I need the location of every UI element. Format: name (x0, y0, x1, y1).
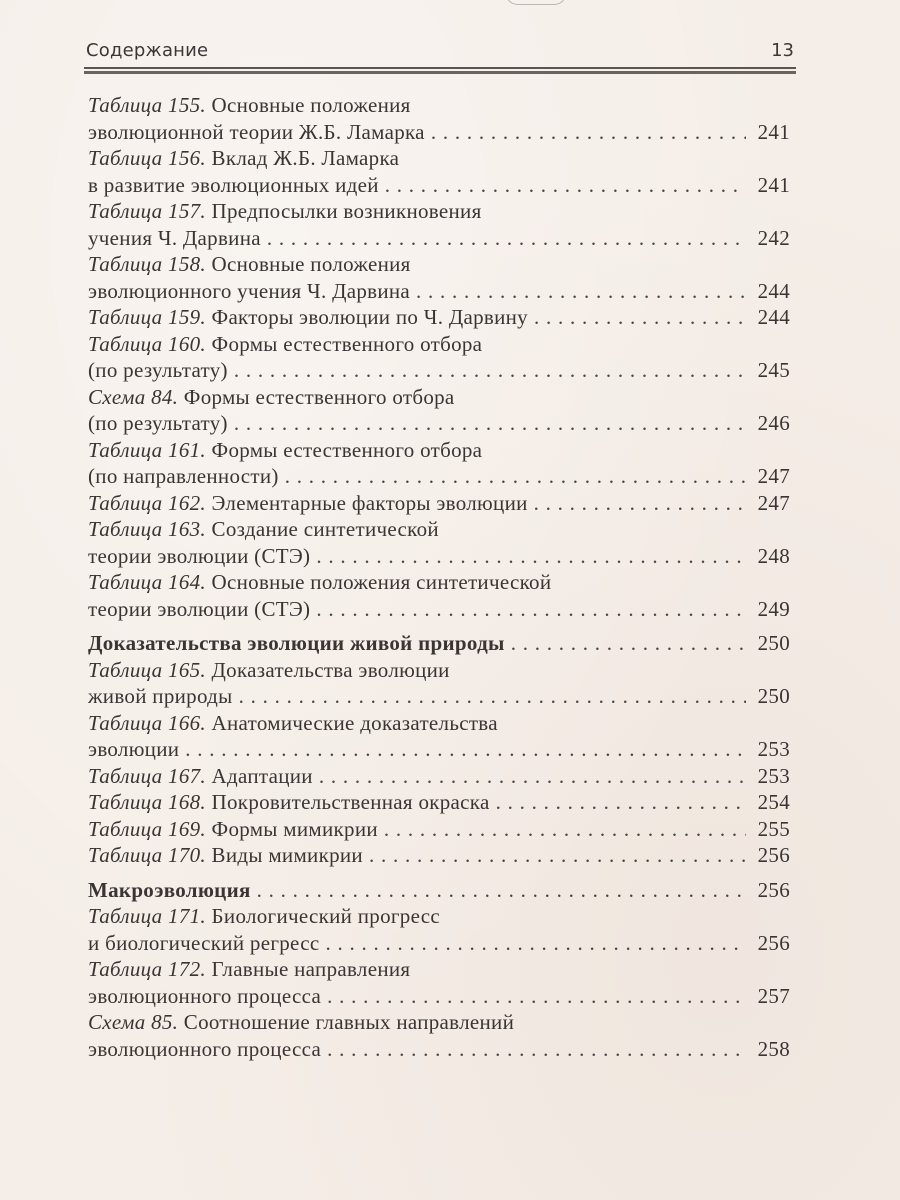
toc-entry-label: Таблица 155. (88, 93, 206, 117)
toc-entry-line (88, 92, 790, 119)
toc-entry-title: Формы естественного отбора (211, 331, 483, 356)
toc-entry[interactable] (88, 710, 790, 763)
toc-entry-text (88, 658, 450, 682)
toc-entry-title: (по результату) (88, 411, 228, 435)
toc-entry-label: Таблица 157. (88, 199, 206, 223)
toc-entry-line (88, 278, 790, 305)
header-rule-thin (84, 67, 796, 69)
toc-entry-text (88, 1010, 514, 1034)
dot-leader (416, 278, 746, 305)
toc-entry-text (88, 711, 498, 735)
toc-entry-label: Таблица 158. (88, 252, 206, 276)
dot-leader (267, 225, 746, 252)
dot-leader (319, 763, 746, 790)
toc-entry-line (88, 251, 790, 278)
toc-entry[interactable] (88, 304, 790, 331)
dot-leader (496, 789, 746, 816)
toc-entry-title: и биологический регресс (88, 930, 320, 955)
toc-entry-label: Схема 85. (88, 1010, 179, 1034)
toc-entry-title: Макроэволюция (88, 877, 251, 902)
toc-entry-title: теории эволюции (СТЭ) (88, 543, 311, 568)
toc-page-number[interactable]: 245 (757, 358, 790, 382)
toc-page-number[interactable]: 253 (757, 737, 790, 761)
toc-entry-line (88, 516, 790, 543)
dot-leader (384, 816, 746, 843)
toc-page-number[interactable]: 241 (757, 172, 790, 197)
toc-entry-line (88, 119, 790, 146)
toc-page-number[interactable]: 250 (757, 684, 790, 708)
toc-entry-title: Формы мимикрии (211, 816, 378, 841)
header-rule-thick (84, 71, 796, 74)
toc-entry[interactable] (88, 437, 790, 490)
toc-entry-title: Вклад Ж.Б. Ламарка (211, 146, 400, 170)
toc-entry-text (88, 842, 363, 869)
toc-entry-text (88, 172, 379, 199)
toc-entry-line (88, 816, 790, 843)
toc-page-number[interactable]: 256 (757, 877, 790, 902)
dot-leader (327, 1036, 746, 1063)
toc-entry[interactable] (88, 956, 790, 1009)
dot-leader (285, 463, 746, 490)
toc-entry-text (88, 438, 482, 462)
toc-entry-text (88, 199, 482, 223)
dot-leader (511, 630, 746, 657)
dot-leader (534, 304, 746, 331)
toc-entry[interactable] (88, 251, 790, 304)
toc-entry-line (88, 463, 790, 490)
toc-entry-title: Основные положения синтетической (211, 570, 552, 594)
toc-page-number[interactable]: 254 (757, 790, 790, 814)
toc-page-number[interactable]: 241 (757, 119, 790, 144)
toc-entry-text (88, 357, 228, 384)
toc-page-number[interactable]: 250 (757, 631, 790, 655)
toc-entry-line (88, 543, 790, 570)
toc-entry-title: Виды мимикрии (211, 843, 363, 867)
toc-entry-text (88, 517, 439, 541)
toc-entry-title: (по направленности) (88, 464, 279, 488)
toc-entry-line (88, 842, 790, 869)
toc-entry-text (88, 736, 179, 763)
toc-entry-text (88, 983, 321, 1010)
toc-entry-text (88, 252, 411, 276)
toc-entry[interactable] (88, 816, 790, 843)
toc-page-number[interactable]: 258 (757, 1036, 790, 1061)
toc-entry-line (88, 683, 790, 710)
toc-entry-text (88, 119, 425, 146)
toc-entry-text (88, 957, 410, 981)
toc-entry-title: Факторы эволюции по Ч. Дарвину (211, 305, 528, 329)
toc-entry-line (88, 569, 790, 596)
toc-entry-title: эволюционного учения Ч. Дарвина (88, 278, 411, 303)
toc-entry-text (88, 410, 228, 437)
toc-entry-line (88, 930, 790, 957)
toc-entry-title: эволюционного процесса (88, 983, 322, 1008)
toc-entry-text (88, 332, 482, 356)
toc-entry-text (88, 930, 319, 957)
toc-entry-line (88, 357, 790, 384)
toc-page-number[interactable]: 246 (757, 411, 790, 435)
toc-page-number[interactable]: 249 (757, 596, 790, 621)
toc-entry-line (88, 172, 790, 199)
dot-leader (316, 543, 746, 570)
toc-entry-text (88, 225, 261, 252)
dot-leader (316, 596, 746, 623)
toc-entry-title: теории эволюции (СТЭ) (88, 596, 311, 621)
toc-entry-text (88, 877, 251, 904)
toc-entry-title: Формы естественного отбора (183, 384, 455, 409)
toc-entry-text (88, 596, 310, 623)
toc-entry-title: Биологический прогресс (211, 904, 440, 928)
toc-entry-line (88, 903, 790, 930)
toc-entry-title: Покровительственная окраска (211, 790, 490, 814)
dot-leader (369, 842, 746, 869)
toc-entry-text (88, 816, 378, 843)
toc-entry-title: Главные направления (211, 957, 411, 981)
toc-entry-line (88, 596, 790, 623)
toc-page-number[interactable]: 256 (757, 930, 790, 955)
toc-section-heading[interactable] (88, 877, 790, 904)
running-head-title: Содержание (86, 40, 209, 61)
toc-entry[interactable] (88, 198, 790, 251)
toc-entry-text (88, 93, 411, 117)
toc-entry-label: Таблица 162. (88, 490, 206, 515)
toc-entry-title: Доказательства эволюции (211, 657, 450, 682)
section-spacer (88, 622, 790, 630)
toc-entry-line (88, 225, 790, 252)
toc-entry[interactable] (88, 842, 790, 869)
toc-entry-label: Таблица 156. (88, 146, 206, 170)
toc-entry-label: Таблица 170. (88, 843, 206, 867)
toc-entry-title: Предпосылки возникновения (211, 199, 482, 223)
toc-entry-title: (по результату) (88, 358, 228, 382)
toc-entry-label: Таблица 160. (88, 331, 206, 356)
toc-entry-text (88, 304, 528, 331)
toc-entry[interactable] (88, 1009, 790, 1062)
toc-entry[interactable] (88, 516, 790, 569)
toc-entry[interactable] (88, 569, 790, 622)
toc-page-number[interactable]: 255 (757, 816, 790, 841)
toc-entry-title: Анатомические доказательства (211, 710, 498, 735)
toc-entry-text (88, 570, 551, 594)
toc-entry-label: Таблица 167. (88, 763, 206, 788)
toc-entry-text (88, 463, 279, 490)
dot-leader (327, 983, 746, 1010)
toc-entry-line (88, 657, 790, 684)
page-edge-mark (505, 0, 567, 5)
toc-entry-text (88, 789, 490, 816)
section-spacer (88, 869, 790, 877)
toc-entry[interactable] (88, 903, 790, 956)
dot-leader (257, 877, 746, 904)
toc-entry-line (88, 789, 790, 816)
toc-entry-title: Основные положения (211, 252, 411, 276)
toc-entry[interactable] (88, 384, 790, 437)
toc-entry-title: Основные положения (211, 93, 411, 117)
toc-entry[interactable] (88, 92, 790, 145)
toc-entry-line (88, 384, 790, 411)
toc-entry-title: Создание синтетической (211, 517, 439, 541)
toc-page-number[interactable]: 248 (757, 543, 790, 568)
dot-leader (534, 490, 746, 517)
toc-entry-title: Адаптации (211, 763, 313, 788)
dot-leader (325, 930, 746, 957)
toc-entry-title: учения Ч. Дарвина (88, 225, 261, 250)
toc-entry-text (88, 385, 455, 409)
toc-entry-line (88, 437, 790, 464)
dot-leader (431, 119, 746, 146)
dot-leader (185, 736, 746, 763)
toc-entry[interactable] (88, 145, 790, 198)
toc-entry-text (88, 763, 313, 790)
toc-entry-line (88, 763, 790, 790)
toc-page-number[interactable]: 242 (757, 225, 790, 250)
toc-entry-title: Соотношение главных направлений (183, 1010, 515, 1034)
toc-entry-label: Таблица 168. (88, 790, 206, 814)
toc-entry-label: Схема 84. (88, 384, 179, 409)
toc-entry-text (88, 630, 505, 657)
page-number: 13 (771, 40, 794, 61)
toc-entry-text (88, 146, 399, 170)
toc-entry[interactable] (88, 763, 790, 790)
toc-entry-title: Элементарные факторы эволюции (211, 490, 528, 515)
toc-entry-text (88, 904, 440, 928)
toc-page-number[interactable]: 253 (757, 763, 790, 788)
toc-entry-line (88, 877, 790, 904)
toc-entry-line (88, 410, 790, 437)
toc-entry-label: Таблица 172. (88, 957, 206, 981)
toc-entry-line (88, 710, 790, 737)
toc-entry-title: в развитие эволюционных идей (88, 172, 379, 197)
toc-entry-text (88, 490, 528, 517)
toc-entry-title: эволюционной теории Ж.Б. Ламарка (88, 119, 425, 144)
toc-entry-label: Таблица 166. (88, 710, 206, 735)
toc-entry-title: эволюции (88, 737, 180, 761)
toc-entry-label: Таблица 169. (88, 816, 206, 841)
dot-leader (234, 357, 746, 384)
toc-page-number[interactable]: 244 (757, 278, 790, 303)
toc-entry-line (88, 490, 790, 517)
toc-entry[interactable] (88, 331, 790, 384)
toc-entry-line (88, 304, 790, 331)
toc-entry-label: Таблица 163. (88, 517, 206, 541)
toc-entry-title: Формы естественного отбора (211, 437, 483, 462)
toc-entry-line (88, 331, 790, 358)
toc-entry-label: Таблица 171. (88, 904, 206, 928)
dot-leader (385, 172, 746, 199)
toc-entry-title: эволюционного процесса (88, 1036, 322, 1061)
toc-entry-title: Доказательства эволюции живой природы (88, 631, 505, 655)
toc-entry-line (88, 983, 790, 1010)
toc-entry-line (88, 1009, 790, 1036)
running-head (86, 40, 794, 66)
toc-entry-text (88, 543, 310, 570)
toc-entry-title: живой природы (88, 684, 233, 708)
toc-entry-line (88, 1036, 790, 1063)
toc-section-heading[interactable] (88, 630, 790, 657)
toc-entry-label: Таблица 164. (88, 570, 206, 594)
toc-entry-label: Таблица 159. (88, 305, 206, 329)
table-of-contents (88, 92, 790, 1062)
dot-leader (234, 410, 746, 437)
toc-entry-label: Таблица 161. (88, 437, 206, 462)
toc-page-number[interactable]: 247 (757, 490, 790, 515)
toc-entry-label: Таблица 165. (88, 657, 206, 682)
toc-page-number[interactable]: 257 (757, 983, 790, 1008)
toc-page-number[interactable]: 256 (757, 843, 790, 867)
toc-entry[interactable] (88, 490, 790, 517)
toc-entry-line (88, 736, 790, 763)
toc-entry-line (88, 145, 790, 172)
toc-entry-line (88, 198, 790, 225)
toc-entry-text (88, 278, 410, 305)
toc-entry[interactable] (88, 657, 790, 710)
dot-leader (239, 683, 746, 710)
toc-entry-text (88, 1036, 321, 1063)
toc-page-number[interactable]: 247 (757, 464, 790, 488)
toc-page-number[interactable]: 244 (757, 305, 790, 329)
toc-entry-line (88, 630, 790, 657)
toc-entry-line (88, 956, 790, 983)
toc-entry[interactable] (88, 789, 790, 816)
toc-entry-text (88, 683, 233, 710)
